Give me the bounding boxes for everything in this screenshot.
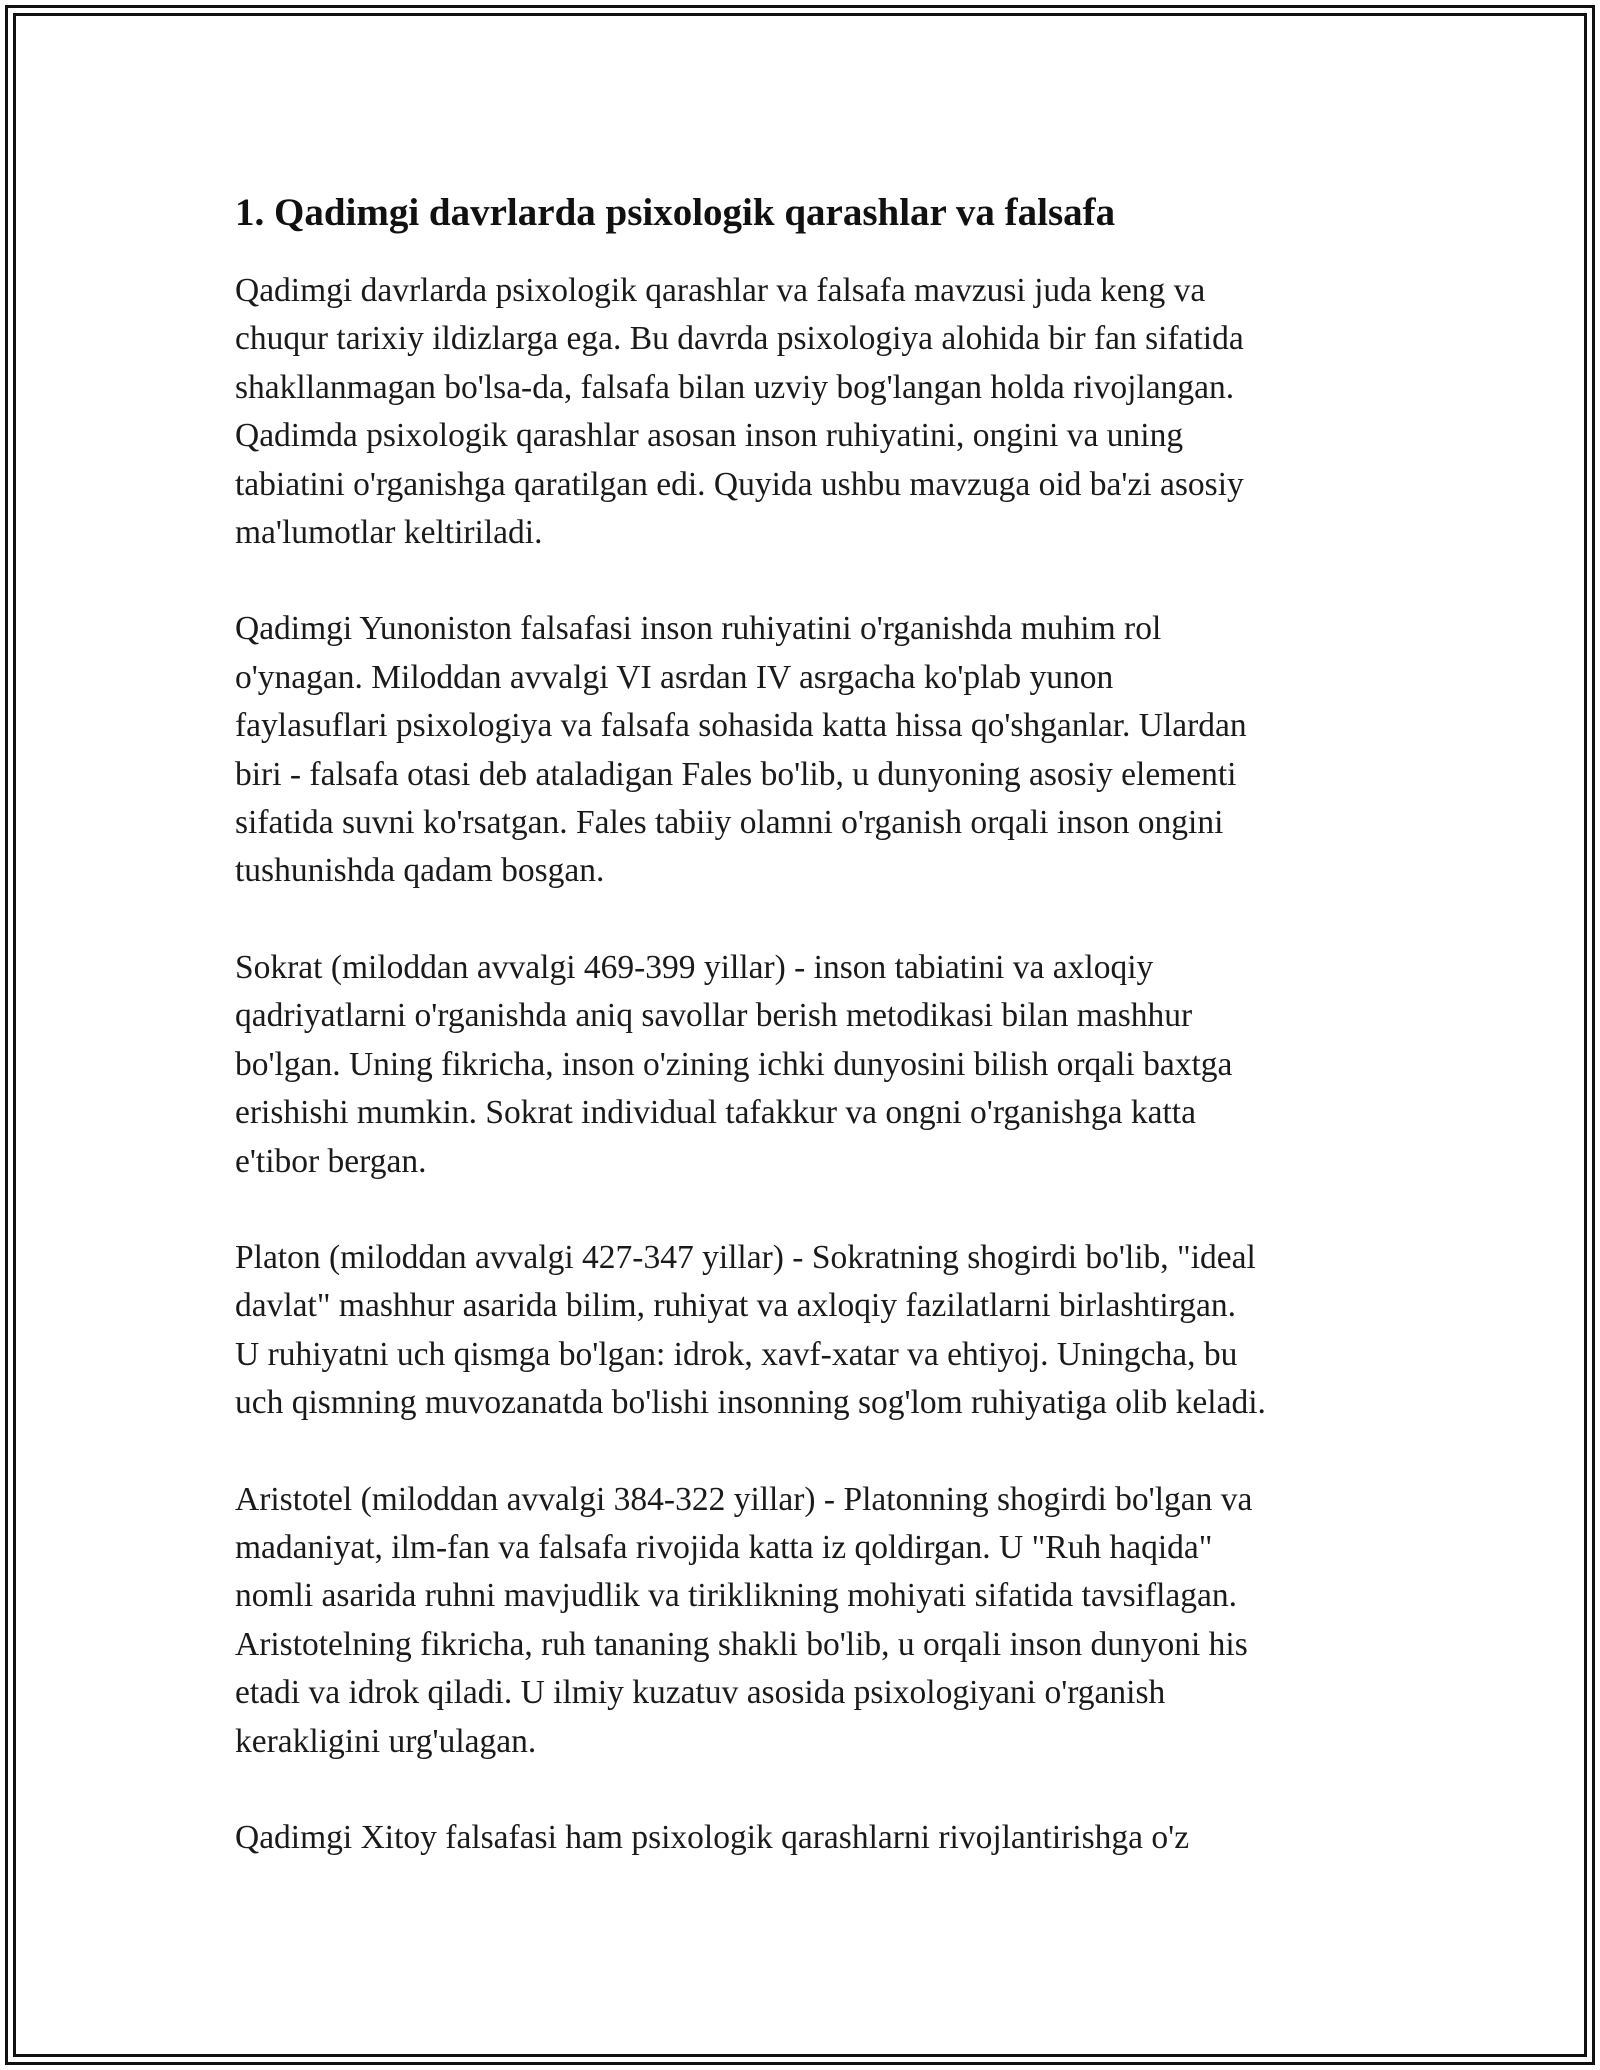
text-line: chuqur tarixiy ildizlarga ega. Bu davrda psixologiya alohida bir fan sifatida <box>235 320 1244 358</box>
text-line: uch qismning muvozanatda bo'lishi insonning sog'lom ruhiyatiga olib keladi. <box>235 1384 1266 1422</box>
text-line: o'ynagan. Miloddan avvalgi VI asrdan IV asrgacha ko'plab yunon <box>235 658 1114 696</box>
text-line: shakllanmagan bo'lsa-da, falsafa bilan uzviy bog'langan holda rivojlangan. <box>235 368 1235 406</box>
text-line: sifatida suvni ko'rsatgan. Fales tabiiy olamni o'rganish orqali inson ongini <box>235 804 1224 842</box>
paragraph-sokrat <box>235 944 1385 1186</box>
text-line: e'tibor bergan. <box>235 1142 427 1180</box>
text-line: davlat" mashhur asarida bilim, ruhiyat va axloqiy fazilatlarni birlashtirgan. <box>235 1287 1237 1325</box>
text-line: etadi va idrok qiladi. U ilmiy kuzatuv asosida psixologiyani o'rganish <box>235 1674 1166 1712</box>
text-line: U ruhiyatni uch qismga bo'lgan: idrok, xavf-xatar va ehtiyoj. Uningcha, bu <box>235 1335 1238 1373</box>
text-line: Aristotel (miloddan avvalgi 384-322 yillar) - Platonning shogirdi bo'lgan va <box>235 1480 1253 1518</box>
text-line: Sokrat (miloddan avvalgi 469-399 yillar) - inson tabiatini va axloqiy <box>235 948 1154 986</box>
text-line: Aristotelning fikricha, ruh tananing shakli bo'lib, u orqali inson dunyoni his <box>235 1625 1248 1663</box>
text-line: Qadimgi davrlarda psixologik qarashlar va falsafa mavzusi juda keng va <box>235 272 1206 309</box>
text-line: madaniyat, ilm-fan va falsafa rivojida katta iz qoldirgan. U "Ruh haqida" <box>235 1528 1213 1566</box>
paragraph-aristotel <box>235 1476 1385 1766</box>
paragraph-platon <box>235 1234 1385 1428</box>
document-body <box>235 185 1385 1910</box>
paragraph-intro <box>235 267 1385 557</box>
text-line: tushunishda qadam bosgan. <box>235 852 605 890</box>
text-line: faylasuflari psixologiya va falsafa sohasida katta hissa qo'shganlar. Ulardan <box>235 707 1247 745</box>
text-line: qadriyatlarni o'rganishda aniq savollar berish metodikasi bilan mashhur <box>235 997 1193 1035</box>
text-line: tabiatini o'rganishga qaratilgan edi. Quyida ushbu mavzuga oid ba'zi asosiy <box>235 465 1244 503</box>
text-line: Qadimgi Xitoy falsafasi ham psixologik qarashlarni rivojlantirishga o'z <box>235 1818 1190 1856</box>
text-line: Platon (miloddan avvalgi 427-347 yillar) - Sokratning shogirdi bo'lib, "ideal <box>235 1238 1256 1276</box>
paragraph-greece <box>235 605 1385 895</box>
section-heading: 1. Qadimgi davrlarda psixologik qarashlar va falsafa <box>235 191 1116 234</box>
paragraph-china <box>235 1814 1385 1862</box>
text-line: bo'lgan. Uning fikricha, inson o'zining ichki dunyosini bilish orqali baxtga <box>235 1045 1233 1083</box>
text-line: Qadimgi Yunoniston falsafasi inson ruhiyatini o'rganishda muhim rol <box>235 610 1162 648</box>
text-line: erishishi mumkin. Sokrat individual tafakkur va ongni o'rganishga katta <box>235 1094 1196 1132</box>
text-line: nomli asarida ruhni mavjudlik va tiriklikning mohiyati sifatida tavsiflagan. <box>235 1577 1238 1615</box>
text-line: ma'lumotlar keltiriladi. <box>235 514 543 552</box>
text-line: kerakligini urg'ulagan. <box>235 1722 537 1760</box>
text-line: Qadimda psixologik qarashlar asosan inson ruhiyatini, ongini va uning <box>235 417 1184 455</box>
text-line: biri - falsafa otasi deb ataladigan Fales bo'lib, u dunyoning asosiy elementi <box>235 755 1237 793</box>
